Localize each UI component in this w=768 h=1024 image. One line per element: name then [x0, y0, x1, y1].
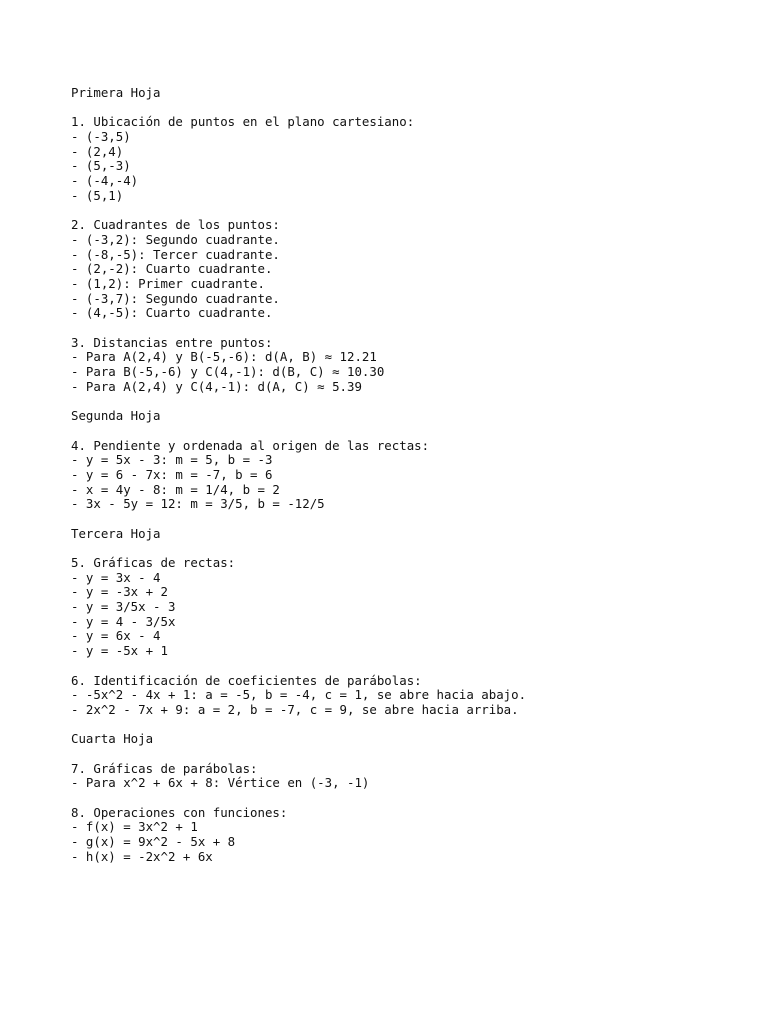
list-item: - (-8,-5): Tercer cuadrante.: [71, 246, 280, 262]
list-item: - (-4,-4): [71, 173, 139, 189]
list-item: - -5x^2 - 4x + 1: a = -5, b = -4, c = 1, se abre hacia abajo.: [71, 687, 527, 703]
list-item: - Para A(2,4) y B(-5,-6): d(A, B) ≈ 12.21: [71, 349, 377, 365]
section-heading: 6. Identificación de coeficientes de parábolas:: [71, 672, 422, 688]
spacer: [71, 718, 751, 733]
spacer: [71, 512, 751, 527]
sheet-cuarta: [71, 732, 751, 864]
list-item: - x = 4y - 8: m = 1/4, b = 2: [71, 481, 280, 497]
list-item: - h(x) = -2x^2 + 6x: [71, 848, 213, 864]
spacer: [71, 321, 751, 336]
list-item: - y = 3x - 4: [71, 569, 161, 585]
section-heading: 8. Operaciones con funciones:: [71, 804, 288, 820]
list-item: - (-3,2): Segundo cuadrante.: [71, 231, 280, 247]
sheet-primera: [71, 86, 751, 409]
list-item: - y = 6x - 4: [71, 628, 161, 644]
section-heading: 3. Distancias entre puntos:: [71, 334, 273, 350]
section-6: [71, 674, 751, 718]
document-page: [71, 86, 751, 864]
section-heading: 4. Pendiente y ordenada al origen de las rectas:: [71, 437, 430, 453]
spacer: [71, 204, 751, 219]
spacer: [71, 101, 751, 116]
list-item: - y = 6 - 7x: m = -7, b = 6: [71, 466, 273, 482]
sheet-title: Segunda Hoja: [71, 408, 161, 424]
sheet-segunda: [71, 409, 751, 527]
list-item: - (-3,7): Segundo cuadrante.: [71, 290, 280, 306]
list-item: - Para x^2 + 6x + 8: Vértice en (-3, -1): [71, 775, 370, 791]
section-heading: 1. Ubicación de puntos en el plano cartesiano:: [71, 114, 415, 130]
sheet-tercera: [71, 527, 751, 733]
section-3: [71, 336, 751, 395]
section-2: [71, 218, 751, 321]
section-5: [71, 556, 751, 659]
spacer: [71, 659, 751, 674]
section-heading: 2. Cuadrantes de los puntos:: [71, 217, 280, 233]
list-item: - (-3,5): [71, 129, 131, 145]
sheet-title: Tercera Hoja: [71, 525, 161, 541]
list-item: - (4,-5): Cuarto cuadrante.: [71, 305, 273, 321]
list-item: - Para B(-5,-6) y C(4,-1): d(B, C) ≈ 10.30: [71, 364, 385, 380]
list-item: - y = 4 - 3/5x: [71, 613, 176, 629]
list-item: - y = 3/5x - 3: [71, 599, 176, 615]
list-item: - (2,-2): Cuarto cuadrante.: [71, 261, 273, 277]
list-item: - (5,-3): [71, 158, 131, 174]
spacer: [71, 541, 751, 556]
list-item: - (1,2): Primer cuadrante.: [71, 275, 265, 291]
section-8: [71, 806, 751, 865]
sheet-title: Primera Hoja: [71, 85, 161, 100]
list-item: - 2x^2 - 7x + 9: a = 2, b = -7, c = 9, se abre hacia arriba.: [71, 701, 519, 717]
section-heading: 5. Gráficas de rectas:: [71, 555, 236, 570]
list-item: - y = -3x + 2: [71, 584, 168, 600]
spacer: [71, 424, 751, 439]
list-item: - y = -5x + 1: [71, 643, 168, 659]
section-heading: 7. Gráficas de parábolas:: [71, 760, 258, 776]
spacer: [71, 747, 751, 762]
list-item: - Para A(2,4) y C(4,-1): d(A, C) ≈ 5.39: [71, 378, 362, 394]
list-item: - f(x) = 3x^2 + 1: [71, 819, 198, 835]
list-item: - (2,4): [71, 143, 124, 159]
spacer: [71, 394, 751, 409]
list-item: - (5,1): [71, 187, 124, 203]
spacer: [71, 791, 751, 806]
sheet-title: Cuarta Hoja: [71, 731, 154, 747]
section-7: [71, 762, 751, 791]
list-item: - y = 5x - 3: m = 5, b = -3: [71, 452, 273, 468]
list-item: - g(x) = 9x^2 - 5x + 8: [71, 834, 236, 850]
list-item: - 3x - 5y = 12: m = 3/5, b = -12/5: [71, 496, 325, 512]
section-4: [71, 439, 751, 512]
section-1: [71, 115, 751, 203]
